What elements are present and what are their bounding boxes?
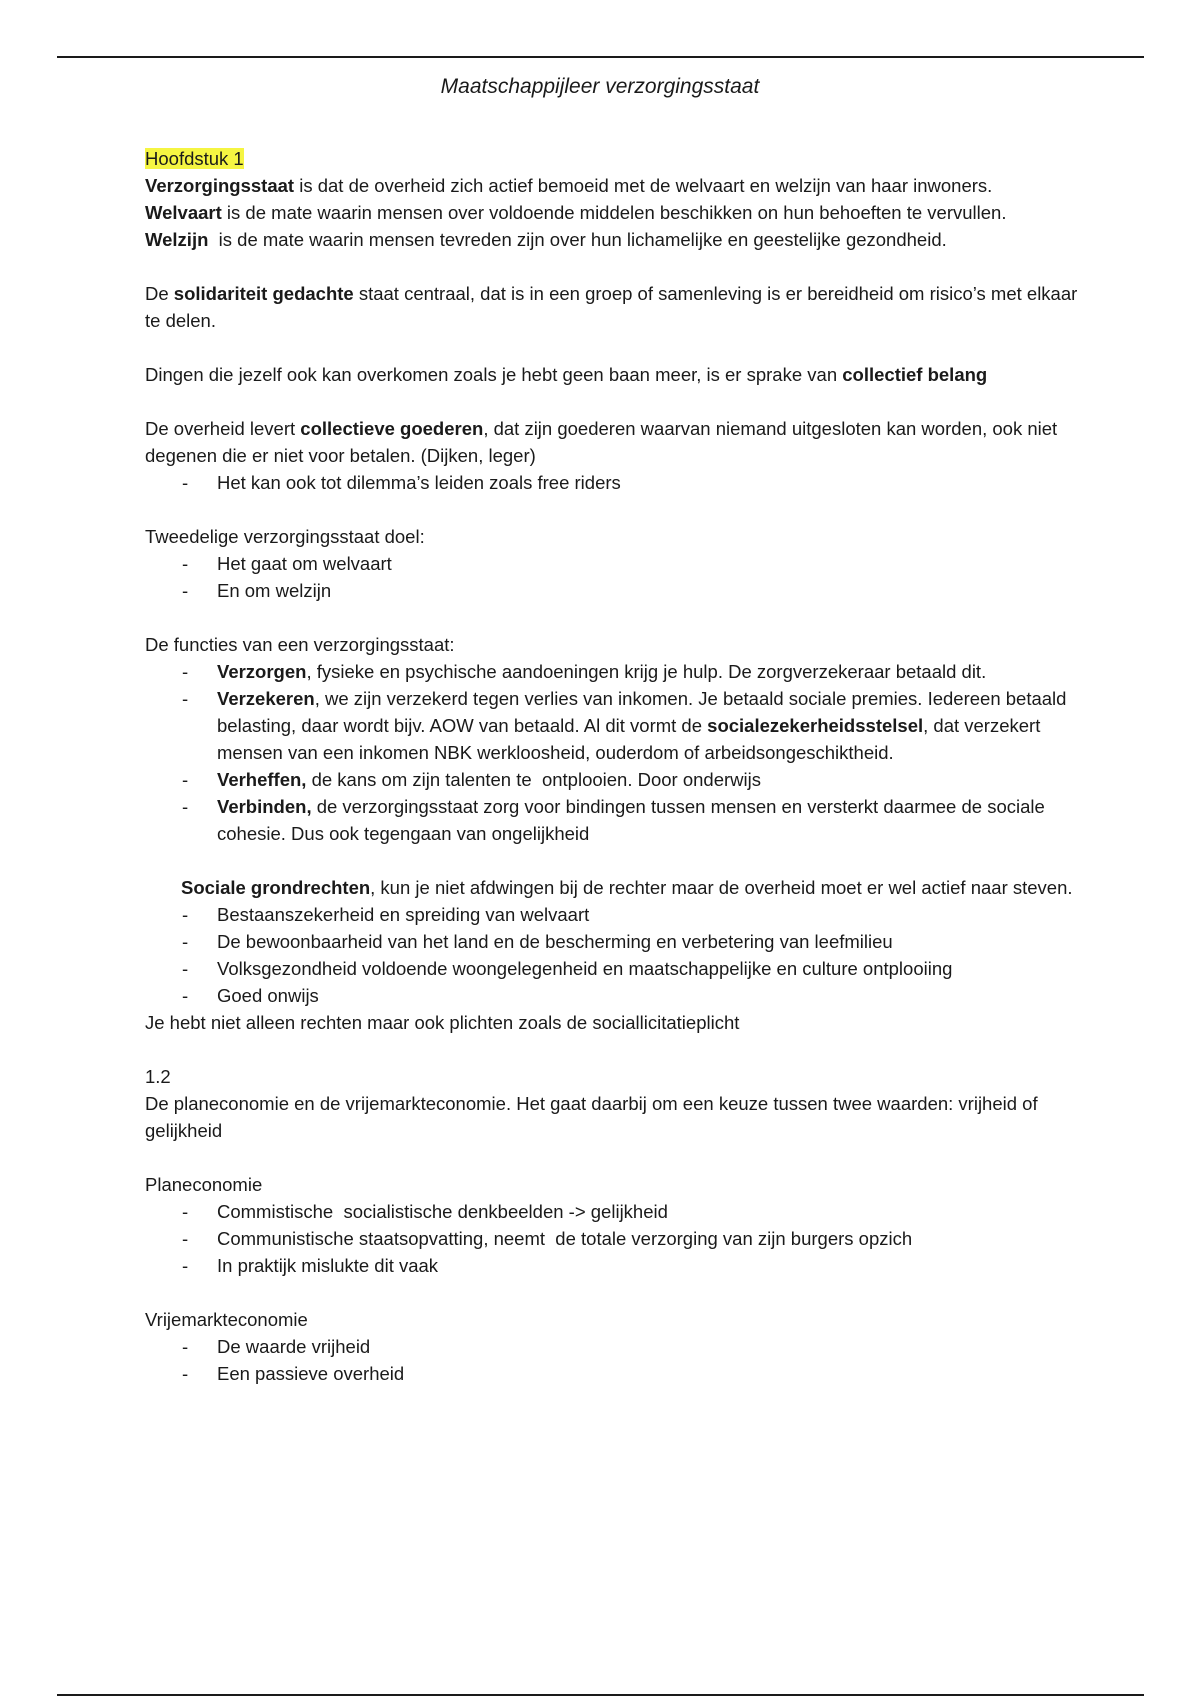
list-item: - Communistische staatsopvatting, neemt de totale verzorging van zijn burgers opzich: [217, 1225, 1080, 1252]
list-item: - De waarde vrijheid: [217, 1333, 1080, 1360]
section-intro: De planeconomie en de vrijemarkteconomie. Het gaat daarbij om een keuze tussen twee waarden: vrijheid of gelijkheid: [145, 1093, 1043, 1141]
chapter-heading: [145, 145, 1080, 172]
paragraph-solidariteit: De solidariteit gedachte staat centraal, dat is in een groep of samenleving is er bereidheid om risico’s met elkaar te delen.: [145, 283, 1083, 331]
term: Verheffen,: [217, 769, 307, 790]
term: Verzorgen: [217, 661, 307, 682]
list-item: - In praktijk mislukte dit vaak: [217, 1252, 1080, 1279]
planeconomie-list: [145, 1198, 1080, 1279]
term: Verzekeren: [217, 688, 315, 709]
definition-welvaart: Welvaart is de mate waarin mensen over voldoende middelen beschikken on hun behoeften te vervullen.: [145, 202, 1007, 223]
term: socialezekerheidsstelsel: [707, 715, 924, 736]
list-item: - De bewoonbaarheid van het land en de bescherming en verbetering van leefmilieu: [217, 928, 1080, 955]
vrijemarkt-list: [145, 1333, 1080, 1387]
header-rule: [57, 56, 1144, 58]
term: Welzijn: [145, 229, 209, 250]
list-item: - Een passieve overheid: [217, 1360, 1080, 1387]
term: Verbinden,: [217, 796, 312, 817]
list-item: - Verzekeren, we zijn verzekerd tegen verlies van inkomen. Je betaald sociale premies. Iedereen betaald belasting, daar wordt bijv. AOW van betaald. Al dit vormt de socialezekerheidsstelsel, dat verzekert mensen van een inkomen NBK werkloosheid, ouderdom of arbeidsongeschiktheid.: [217, 685, 1080, 766]
document-body: [145, 145, 1083, 1387]
list-item: - Verzorgen, fysieke en psychische aandoeningen krijg je hulp. De zorgverzekeraar betaald dit.: [217, 658, 1080, 685]
goederen-list: [145, 469, 1080, 496]
list-item: - Het gaat om welvaart: [217, 550, 1080, 577]
term: solidariteit gedachte: [173, 283, 354, 304]
list-item: - Commistische socialistische denkbeelden -> gelijkheid: [217, 1198, 1080, 1225]
section-number: 1.2: [145, 1066, 171, 1087]
list-item: - Goed onwijs: [217, 982, 1080, 1009]
footer-rule: [57, 1694, 1144, 1696]
term: collectief belang: [842, 364, 988, 385]
planeconomie-heading: Planeconomie: [145, 1174, 263, 1195]
term: Welvaart: [145, 202, 222, 223]
doel-list: [145, 550, 1080, 604]
list-item: - Bestaanszekerheid en spreiding van welvaart: [217, 901, 1080, 928]
paragraph-plichten: Je hebt niet alleen rechten maar ook plichten zoals de sociallicitatieplicht: [145, 1012, 740, 1033]
doel-intro: Tweedelige verzorgingsstaat doel:: [145, 526, 425, 547]
list-item: - Volksgezondheid voldoende woongelegenheid en maatschappelijke en culture ontplooiing: [217, 955, 1080, 982]
definition-welzijn: Welzijn is de mate waarin mensen tevreden zijn over hun lichamelijke en geestelijke gezondheid.: [145, 229, 947, 250]
document-header-title: Maatschappijleer verzorgingsstaat: [440, 75, 760, 98]
list-item: - En om welzijn: [217, 577, 1080, 604]
list-item: - Verheffen, de kans om zijn talenten te ontplooien. Door onderwijs: [217, 766, 1080, 793]
chapter-heading-highlight: Hoofdstuk 1: [145, 148, 244, 169]
paragraph-collectieve-goederen: De overheid levert collectieve goederen, dat zijn goederen waarvan niemand uitgesloten kan worden, ook niet degenen die er niet voor betalen. (Dijken, leger): [145, 418, 1063, 466]
list-item: - Het kan ook tot dilemma’s leiden zoals free riders: [217, 469, 1080, 496]
definition-verzorgingsstaat: Verzorgingsstaat is dat de overheid zich actief bemoeid met de welvaart en welzijn van haar inwoners.: [145, 175, 993, 196]
functies-intro: De functies van een verzorgingsstaat:: [145, 634, 455, 655]
list-item: - Verbinden, de verzorgingsstaat zorg voor bindingen tussen mensen en versterkt daarmee de sociale cohesie. Dus ook tegengaan van ongelijkheid: [217, 793, 1080, 847]
paragraph-grondrechten: Sociale grondrechten, kun je niet afdwingen bij de rechter maar de overheid moet er wel actief naar steven.: [181, 877, 1073, 898]
paragraph-collectief-belang: Dingen die jezelf ook kan overkomen zoals je hebt geen baan meer, is er sprake van collectief belang: [145, 364, 988, 385]
vrijemarkt-heading: Vrijemarkteconomie: [145, 1309, 308, 1330]
term: Verzorgingsstaat: [145, 175, 295, 196]
term: Sociale grondrechten: [181, 877, 371, 898]
term: collectieve goederen: [300, 418, 484, 439]
grondrechten-list: [145, 901, 1080, 1009]
functies-list: [145, 658, 1080, 847]
